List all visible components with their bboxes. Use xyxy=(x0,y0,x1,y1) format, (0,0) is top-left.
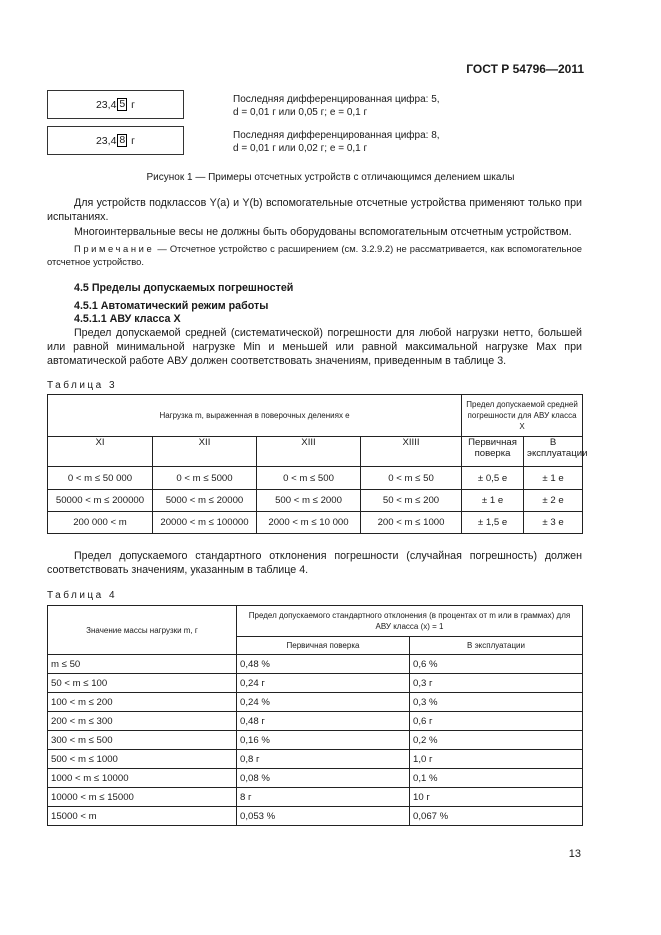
table-cell: ± 1 e xyxy=(462,490,524,512)
table-cell: m ≤ 50 xyxy=(48,655,237,674)
paragraph-std-deviation: Предел допускаемого стандартного отклонения погрешности (случайная погрешность) должен соответствовать значениям, указанным в таблице 4. xyxy=(47,550,582,576)
table-cell: 50 < m ≤ 200 xyxy=(361,490,462,512)
table-cell: 5000 < m ≤ 20000 xyxy=(153,490,257,512)
table-row xyxy=(48,467,583,490)
display-example-1 xyxy=(47,90,184,119)
display-unit: г xyxy=(131,98,136,111)
table4-col-primary: Первичная поверка xyxy=(237,637,410,655)
table-cell: 0,2 % xyxy=(410,731,583,750)
table-cell: 0,067 % xyxy=(410,807,583,826)
table-cell: 500 < m ≤ 2000 xyxy=(257,490,361,512)
highlighted-digit: 5 xyxy=(119,98,126,110)
display-value: 23,4 xyxy=(95,134,117,147)
table-cell: ± 3 e xyxy=(524,512,583,534)
table-row xyxy=(48,750,583,769)
table-4 xyxy=(47,605,583,826)
table-row xyxy=(48,788,583,807)
table-cell: 0,3 % xyxy=(410,693,583,712)
table-row xyxy=(48,731,583,750)
table-row xyxy=(48,490,583,512)
table-cell: 0 < m ≤ 500 xyxy=(257,467,361,490)
paragraph-auxiliary-devices: Для устройств подклассов Y(a) и Y(b) вспомогательные отсчетные устройства применяют только при испытаниях. xyxy=(47,197,582,223)
table-cell: 300 < m ≤ 500 xyxy=(48,731,237,750)
figure-caption: Рисунок 1 — Примеры отсчетных устройств с отличающимся делением шкалы xyxy=(146,172,515,183)
table-3 xyxy=(47,394,588,534)
section-heading-4-5-1-1: 4.5.1.1 АВУ класса X xyxy=(74,313,181,325)
table-cell: 200 000 < m xyxy=(48,512,153,534)
table-cell: ± 0,5 e xyxy=(462,467,524,490)
document-standard-header: ГОСТ Р 54796—2011 xyxy=(466,62,584,76)
table3-col-primary: Первичная поверка xyxy=(462,437,524,467)
table3-class-xiii: XIII xyxy=(257,437,361,467)
table4-header-mass: Значение массы нагрузки m, г xyxy=(48,606,237,655)
table-cell: ± 1 e xyxy=(524,467,583,490)
table-cell: 0,16 % xyxy=(237,731,410,750)
note-text: — Отсчетное устройство с расширением (см. 3.2.9.2) не рассматривается, как вспомогательное отсчетное устройство. xyxy=(47,243,582,267)
table3-class-xii: XII xyxy=(153,437,257,467)
table-row xyxy=(48,712,583,731)
table-cell: 2000 < m ≤ 10 000 xyxy=(257,512,361,534)
table-cell: 200 < m ≤ 300 xyxy=(48,712,237,731)
note-line: Последняя дифференцированная цифра: 8, xyxy=(233,130,440,141)
section-heading-4-5-1: 4.5.1 Автоматический режим работы xyxy=(74,300,269,312)
paragraph-mean-error: Предел допускаемой средней (систематической) погрешности для любой нагрузки нетто, большей или равной минимальной нагрузке Min и меньшей или равной максимальной нагрузке Max при автоматической работе АВУ должен соответствовать значениям, приведенным в таблице 3. xyxy=(47,327,582,367)
table-cell: 0 < m ≤ 50 xyxy=(361,467,462,490)
table-cell: 0,3 г xyxy=(410,674,583,693)
table3-col-service: В эксплуатации xyxy=(524,437,583,467)
table-cell: 0,053 % xyxy=(237,807,410,826)
table-cell: 0,8 г xyxy=(237,750,410,769)
table-cell: 10 г xyxy=(410,788,583,807)
table-cell: 0,1 % xyxy=(410,769,583,788)
display-unit: г xyxy=(131,134,136,147)
table-row xyxy=(48,769,583,788)
table-cell: 100 < m ≤ 200 xyxy=(48,693,237,712)
table3-header-limit: Предел допускаемой средней погрешности для АВУ класса X xyxy=(462,395,583,437)
table-row xyxy=(48,807,583,826)
highlighted-digit: 8 xyxy=(119,134,126,146)
table4-label: Таблица 4 xyxy=(47,590,118,601)
table-cell: 200 < m ≤ 1000 xyxy=(361,512,462,534)
table-cell: 50 < m ≤ 100 xyxy=(48,674,237,693)
paragraph-multi-interval: Многоинтервальные весы не должны быть оборудованы вспомогательным отсчетным устройством. xyxy=(74,226,572,238)
table3-header-load: Нагрузка m, выраженная в поверочных делениях e xyxy=(48,395,462,437)
note-line: d = 0,01 г или 0,05 г; e = 0,1 г xyxy=(233,107,368,118)
display-value: 23,4 xyxy=(95,98,117,111)
table-row xyxy=(48,655,583,674)
note-paragraph xyxy=(47,243,582,268)
table-cell: ± 1,5 e xyxy=(462,512,524,534)
table-cell: ± 2 e xyxy=(524,490,583,512)
note-line: Последняя дифференцированная цифра: 5, xyxy=(233,94,440,105)
page-number: 13 xyxy=(568,848,581,860)
note-label: Примечание xyxy=(74,243,155,254)
display-example-2 xyxy=(47,126,184,155)
table4-col-service: В эксплуатации xyxy=(410,637,583,655)
table-cell: 0,48 % xyxy=(237,655,410,674)
display-example-1-note xyxy=(233,93,440,119)
note-line: d = 0,01 г или 0,02 г; e = 0,1 г xyxy=(233,143,368,154)
table-cell: 0,08 % xyxy=(237,769,410,788)
table-cell: 500 < m ≤ 1000 xyxy=(48,750,237,769)
table-cell: 15000 < m xyxy=(48,807,237,826)
table-cell: 20000 < m ≤ 100000 xyxy=(153,512,257,534)
table-cell: 0 < m ≤ 5000 xyxy=(153,467,257,490)
table3-class-xiiii: XIIII xyxy=(361,437,462,467)
table-cell: 0 < m ≤ 50 000 xyxy=(48,467,153,490)
table-cell: 0,24 г xyxy=(237,674,410,693)
table-cell: 1,0 г xyxy=(410,750,583,769)
table3-label: Таблица 3 xyxy=(47,380,118,391)
table-cell: 0,6 г xyxy=(410,712,583,731)
table-cell: 8 г xyxy=(237,788,410,807)
table-cell: 0,24 % xyxy=(237,693,410,712)
table-row xyxy=(48,693,583,712)
table-cell: 0,48 г xyxy=(237,712,410,731)
display-example-2-note xyxy=(233,129,440,155)
table4-header-limit: Предел допускаемого стандартного отклонения (в процентах от m или в граммах) для АВУ класса (x) = 1 xyxy=(237,606,583,637)
table3-class-xi: XI xyxy=(48,437,153,467)
table-cell: 1000 < m ≤ 10000 xyxy=(48,769,237,788)
table-row xyxy=(48,512,583,534)
table-row xyxy=(48,674,583,693)
section-heading-4-5: 4.5 Пределы допускаемых погрешностей xyxy=(74,282,294,294)
table-cell: 50000 < m ≤ 200000 xyxy=(48,490,153,512)
table-cell: 0,6 % xyxy=(410,655,583,674)
table-cell: 10000 < m ≤ 15000 xyxy=(48,788,237,807)
